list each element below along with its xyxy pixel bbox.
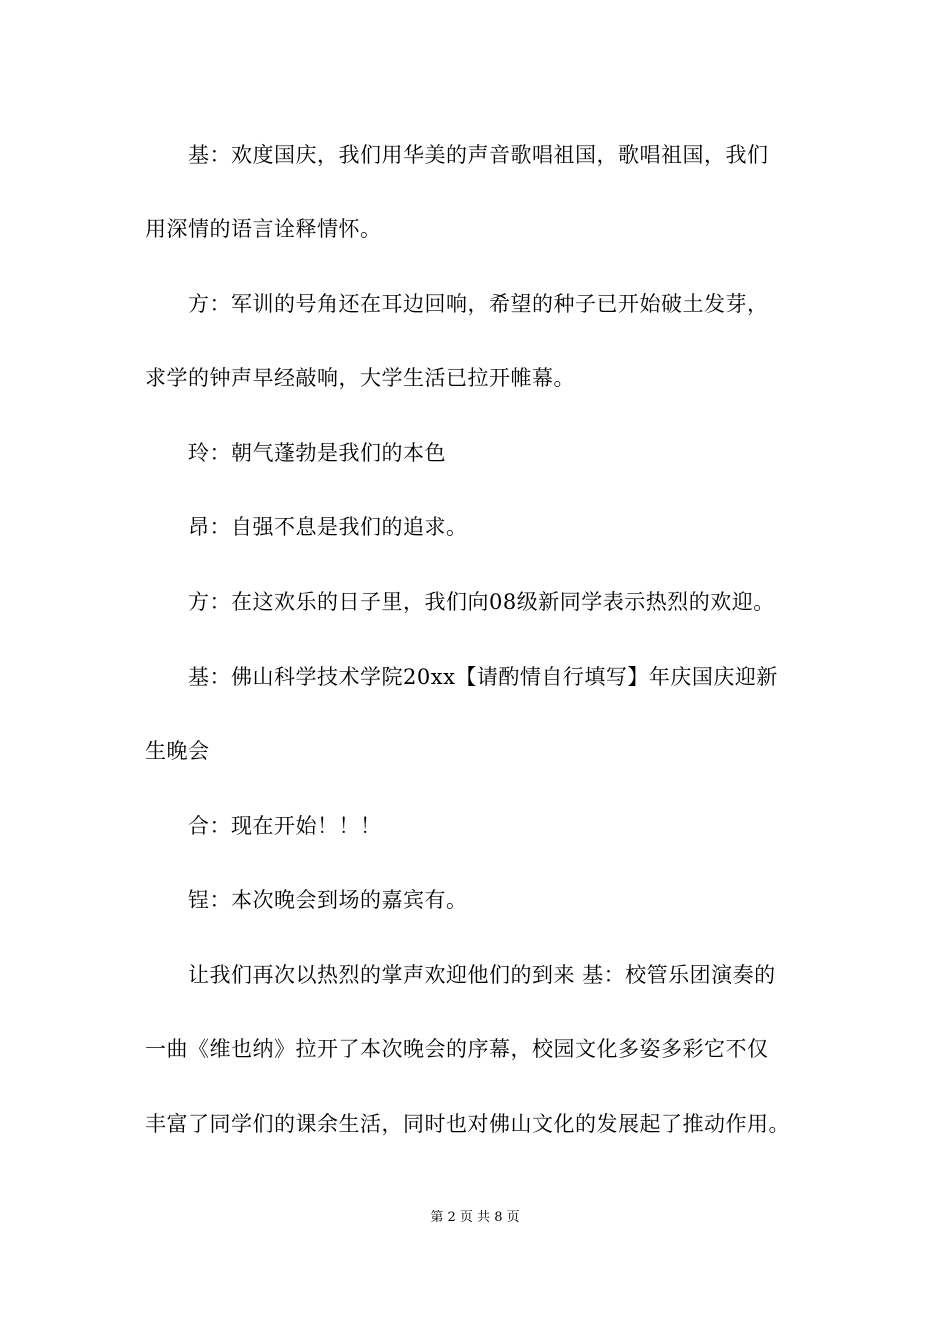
paragraph-line: 生晚会 <box>145 739 210 763</box>
paragraph-line: 求学的钟声早经敲响，大学生活已拉开帷幕。 <box>145 366 575 390</box>
page-number-footer: 第 2 页 共 8 页 <box>430 1210 520 1225</box>
paragraph-line: 昂：自强不息是我们的追求。 <box>188 515 468 539</box>
paragraph-line: 基：佛山科学技术学院20xx【请酌情自行填写】年庆国庆迎新 <box>188 665 778 689</box>
paragraph-line: 用深情的语言诠释情怀。 <box>145 217 382 241</box>
paragraph-line: 方：军训的号角还在耳边回响，希望的种子已开始破土发芽， <box>188 292 769 316</box>
paragraph-line: 方：在这欢乐的日子里，我们向08级新同学表示热烈的欢迎。 <box>188 590 775 614</box>
paragraph-line: 合：现在开始！！！ <box>188 814 382 838</box>
paragraph-line: 基：欢度国庆，我们用华美的声音歌唱祖国，歌唱祖国，我们 <box>188 143 769 167</box>
paragraph-line: 一曲《维也纳》拉开了本次晚会的序幕，校园文化多姿多彩它不仅 <box>145 1037 769 1061</box>
paragraph-line: 丰富了同学们的课余生活，同时也对佛山文化的发展起了推动作用。 <box>145 1112 790 1136</box>
paragraph-line: 玲：朝气蓬勃是我们的本色 <box>188 441 446 465</box>
paragraph-line: 锃：本次晚会到场的嘉宾有。 <box>188 888 468 912</box>
paragraph-line: 让我们再次以热烈的掌声欢迎他们的到来 基：校管乐团演奏的 <box>188 963 776 987</box>
